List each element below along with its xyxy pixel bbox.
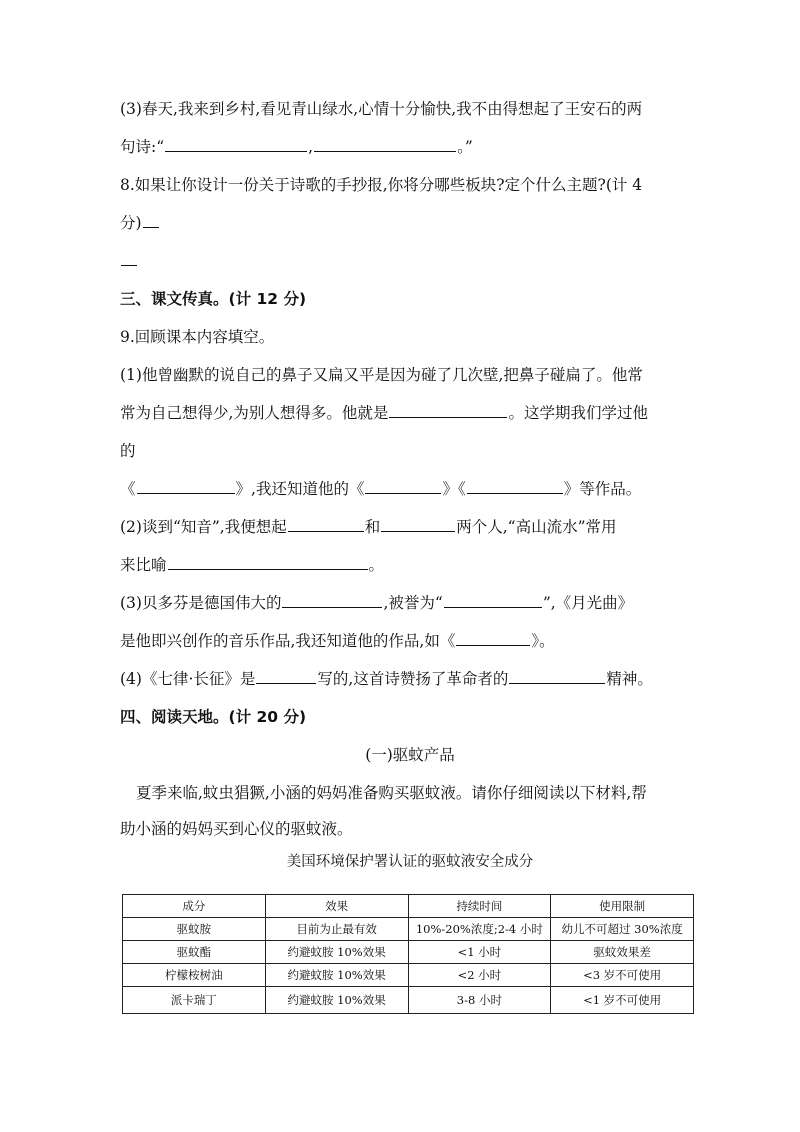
q9-4-text-a: (4)《七律·长征》是 — [120, 670, 256, 688]
q8-answer-blank-2[interactable] — [121, 250, 137, 266]
q9-3-text-a: (3)贝多芬是德国伟大的 — [120, 594, 282, 612]
q9-2-line1 — [120, 516, 700, 538]
studied-work-blank[interactable] — [137, 478, 235, 494]
q9-1-line2 — [120, 402, 700, 424]
q9-3-line2 — [120, 630, 700, 652]
cell-effect: 约避蚊胺 10%效果 — [265, 964, 408, 987]
q7-3-line2 — [120, 136, 700, 158]
q9-1-text-b: 。这学期我们学过他 — [508, 404, 648, 422]
cell-ingredient: 驱蚊胺 — [123, 918, 266, 941]
q9-3-text-d: 是他即兴创作的音乐作品,我还知道他的作品,如《 — [120, 632, 456, 650]
q9-1-text-a: 常为自己想得少,为别人想得多。他就是 — [120, 404, 389, 422]
table-header-row — [123, 895, 694, 918]
q9-3-text-b: ,被誉为“ — [383, 594, 443, 612]
q9-1-line3: 的 — [120, 442, 136, 460]
person-name-blank[interactable] — [389, 402, 507, 418]
q9-1-line4 — [120, 478, 700, 500]
cell-duration: 10%-20%浓度;2-4 小时 — [408, 918, 551, 941]
section3-title: 三、课文传真。(计 12 分) — [120, 290, 307, 308]
q8-answer-blank[interactable] — [143, 212, 159, 228]
cell-restriction: 驱蚊效果差 — [551, 941, 694, 964]
beethoven-title-blank[interactable] — [282, 592, 382, 608]
q9-2-line2 — [120, 554, 700, 576]
q9-stem: 9.回顾课本内容填空。 — [120, 328, 275, 346]
metaphor-blank[interactable] — [168, 554, 368, 570]
cell-duration: <2 小时 — [408, 964, 551, 987]
table-row — [123, 964, 694, 987]
q7-3-comma: , — [308, 138, 314, 156]
q9-1-bracket-open: 《 — [120, 480, 136, 498]
q8-suffix: 分) — [120, 214, 142, 232]
poem-author-blank[interactable] — [256, 668, 316, 684]
reading1-intro-line2: 助小涵的妈妈买到心仪的驱蚊液。 — [120, 820, 353, 838]
header-ingredient: 成分 — [123, 895, 266, 918]
beethoven-work-blank[interactable] — [456, 630, 530, 646]
q9-4-text-b: 写的,这首诗赞扬了革命者的 — [317, 670, 509, 688]
cell-restriction: <1 岁不可使用 — [551, 987, 694, 1014]
q9-2-text-d: 来比喻 — [120, 556, 167, 574]
cell-ingredient: 柠檬桉树油 — [123, 964, 266, 987]
cell-duration: <1 小时 — [408, 941, 551, 964]
cell-effect: 约避蚊胺 10%效果 — [265, 941, 408, 964]
q9-4-text-c: 精神。 — [606, 670, 653, 688]
q9-2-text-a: (2)谈到“知音”,我便想起 — [120, 518, 287, 536]
spirit-blank[interactable] — [509, 668, 605, 684]
q7-3-prefix: 句诗:“ — [120, 138, 165, 156]
other-work-blank-2[interactable] — [467, 478, 563, 494]
cell-effect: 目前为止最有效 — [265, 918, 408, 941]
header-effect: 效果 — [265, 895, 408, 918]
q9-3-text-e: 》。 — [531, 632, 555, 650]
cell-ingredient: 驱蚊酯 — [123, 941, 266, 964]
cell-duration: 3-8 小时 — [408, 987, 551, 1014]
q8-line1: 8.如果让你设计一份关于诗歌的手抄报,你将分哪些板块?定个什么主题?(计 4 — [120, 176, 643, 194]
section4-title: 四、阅读天地。(计 20 分) — [120, 708, 307, 726]
q9-1-text-c: 》,我还知道他的《 — [235, 480, 365, 498]
reading1-title: (一)驱蚊产品 — [365, 746, 455, 764]
q9-1-text-d: 》《 — [442, 480, 466, 498]
poem-line1-blank[interactable] — [165, 136, 307, 152]
q8-line2 — [120, 212, 700, 234]
table-title: 美国环境保护署认证的驱蚊液安全成分 — [286, 854, 534, 870]
cell-restriction: 幼儿不可超过 30%浓度 — [551, 918, 694, 941]
mosquito-repellent-table — [122, 894, 694, 1014]
q9-1-line1: (1)他曾幽默的说自己的鼻子又扁又平是因为碰了几次壁,把鼻子碰扁了。他常 — [120, 366, 643, 384]
zhiyin-person1-blank[interactable] — [288, 516, 364, 532]
cell-ingredient: 派卡瑞丁 — [123, 987, 266, 1014]
q9-1-text-e: 》等作品。 — [563, 480, 642, 498]
table-row — [123, 918, 694, 941]
reading1-intro-line1: 夏季来临,蚊虫猖獗,小涵的妈妈准备购买驱蚊液。请你仔细阅读以下材料,帮 — [136, 784, 647, 802]
q9-2-text-b: 和 — [364, 518, 381, 536]
poem-line2-blank[interactable] — [314, 136, 456, 152]
table-row — [123, 941, 694, 964]
q9-2-text-c: 两个人,“高山流水”常用 — [456, 518, 617, 536]
q8-line3 — [120, 250, 700, 272]
q9-3-text-c: ”,《月光曲》 — [542, 594, 634, 612]
q7-3-suffix: 。” — [457, 138, 473, 156]
header-duration: 持续时间 — [408, 895, 551, 918]
q9-2-text-e: 。 — [368, 556, 385, 574]
zhiyin-person2-blank[interactable] — [381, 516, 455, 532]
beethoven-honor-blank[interactable] — [444, 592, 542, 608]
other-work-blank-1[interactable] — [365, 478, 441, 494]
header-restriction: 使用限制 — [551, 895, 694, 918]
cell-restriction: <3 岁不可使用 — [551, 964, 694, 987]
table-row — [123, 987, 694, 1014]
q7-3-line1: (3)春天,我来到乡村,看见青山绿水,心情十分愉快,我不由得想起了王安石的两 — [120, 100, 643, 118]
q9-3-line1 — [120, 592, 700, 614]
cell-effect: 约避蚊胺 10%效果 — [265, 987, 408, 1014]
q9-4-line — [120, 668, 700, 690]
